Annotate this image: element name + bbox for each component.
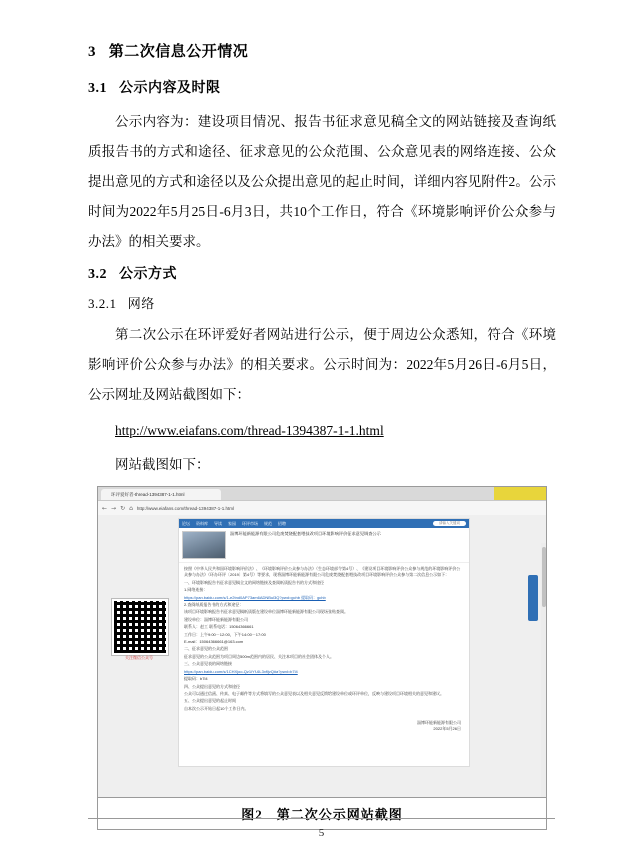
- home-icon[interactable]: ⌂: [129, 504, 133, 512]
- post-body: [179, 563, 469, 716]
- forum-nav-item-0[interactable]: 论坛: [182, 520, 190, 526]
- refresh-icon[interactable]: ↻: [120, 504, 126, 512]
- post-paragraph-0: 按照《中华人民共和国环境影响评价法》、《环境影响评价公众参与办法》（生态环境部令第4号）、《建设项目环境影响评价公众参与规范的环境影响评价公众参与办法》（环办环评〔2019〕第4号）等要求，现将淄博环能新能源有限公司危废焚烧配套喂技改项目环境影响评价公众参与第二次信息公示如下：: [184, 566, 461, 578]
- browser-screenshot: [97, 486, 547, 798]
- section-number: 3: [88, 44, 96, 60]
- post-signature: [179, 716, 469, 732]
- subsubsection-heading-3-2-1: [88, 293, 556, 312]
- figure-caption: 图2 第二次公示网站截图: [97, 798, 547, 830]
- post-paragraph-2: 1.网络连接：: [184, 587, 208, 593]
- qr-caption: 关注微信公众号: [125, 655, 153, 660]
- paragraph-disclosure-content: 公示内容为：建设项目情况、报告书征求意见稿全文的网站链接及查询纸质报告书的方式和途径、征求意见的公众范围、公众意见表的网络连接、公众提出意见的方式和途径以及公众提出意见的起止时间，详细内容见附件2。公示时间为2022年5月25日-6月3日，共10个工作日，符合《环境影响评价公众参与办法》的相关要求。: [88, 114, 556, 249]
- subsection-title: 公示内容及时限: [119, 81, 221, 96]
- browser-urlbar: [98, 501, 546, 516]
- public-url-line: [88, 416, 556, 446]
- toolbar-highlight: [494, 487, 546, 500]
- screenshot-lead-text: 网站截图如下：: [115, 457, 210, 472]
- forum-nav-item-1[interactable]: 资料库: [196, 520, 208, 526]
- post-paragraph-7: 联系人：赵工 联系电话：15064366661: [184, 624, 254, 630]
- floating-sidebar-widget[interactable]: [528, 575, 538, 621]
- post-header: [179, 528, 469, 563]
- subsection-title: 公示方式: [119, 267, 177, 282]
- footer-divider: [88, 818, 555, 819]
- post-paragraph-1: 一、环境影响报告书征求意见稿全文的网络链接及查阅纸质报告书的方式和途径: [184, 579, 324, 585]
- forum-thread-panel: [178, 518, 470, 767]
- forward-arrow-icon[interactable]: →: [111, 504, 117, 512]
- section-heading: [88, 40, 556, 61]
- public-disclosure-link[interactable]: http://www.eiafans.com/thread-1394387-1-1.html: [115, 423, 384, 438]
- browser-tab[interactable]: 环评爱好者-thread-1394387-1-1.html: [101, 489, 221, 500]
- subsubsection-title: 网络: [127, 296, 155, 311]
- forum-nav-item-4[interactable]: 环评市场: [242, 520, 258, 526]
- forum-nav-item-6[interactable]: 招聘: [278, 520, 286, 526]
- subsection-heading-3-2: [88, 263, 556, 283]
- subsection-number: 3.2: [88, 267, 107, 282]
- post-paragraph-9: E-mail：15064366661@163.com: [184, 639, 244, 645]
- forum-nav-item-2[interactable]: 导读: [214, 520, 222, 526]
- page-scrollbar[interactable]: [541, 543, 546, 797]
- post-paragraph-18: 自本次公示开始日起10个工作日内。: [184, 705, 249, 711]
- page-content: [88, 40, 556, 830]
- url-input[interactable]: http://www.eiafans.com/thread-1394387-1-1.html: [136, 505, 234, 511]
- forum-search-input[interactable]: 请输入关键词: [433, 521, 466, 526]
- post-paragraph-8: 工作日：上午9:00－12:00，下午14:00－17:00: [184, 631, 266, 637]
- scrollbar-thumb[interactable]: [542, 547, 546, 607]
- post-paragraph-4: 2.查阅纸质报告书的方式和途径：: [184, 602, 244, 608]
- post-thumbnail-image: [182, 531, 226, 559]
- post-paragraph-5: 该项目环境影响报告书征求意见稿纸质版在建设单位淄博环能新能源有限公司现场张贴查阅。: [184, 609, 348, 615]
- subsubsection-number: 3.2.1: [88, 296, 117, 311]
- post-link-opinion-form[interactable]: https://pan.baidu.com/s/1CHXjoo-Qz1iYf-6L3xfljvQ#a?pwd=b7l4: [184, 668, 298, 674]
- qr-code-image: [112, 599, 168, 655]
- post-paragraph-15: 四、公众提出意见的方式和途径: [184, 683, 240, 689]
- signature-company: 淄博环能新能源有限公司: [417, 720, 461, 726]
- section-title: 第二次信息公开情况: [108, 44, 249, 60]
- post-paragraph-12: 三、公众意见表的网络链接: [184, 661, 232, 667]
- figure-website-screenshot: [88, 486, 556, 830]
- post-paragraph-17: 五、公众提出意见的起止时间: [184, 698, 236, 704]
- post-paragraph-11: 征求意见的公众范围为项目周边500m范围内的居民、关注本项目的社会团体及个人。: [184, 653, 335, 659]
- forum-navbar: [179, 519, 469, 528]
- post-paragraph-14: 提取码：b7l4: [184, 676, 208, 682]
- post-paragraph-6: 建设单位：淄博环能新能源有限公司: [184, 616, 248, 622]
- forum-nav-item-5[interactable]: 规范: [264, 520, 272, 526]
- post-paragraph-16: 公众可以通过信函、传真、电子邮件等方式将填写的公众意见表以及相关意见反馈给建设单位或环评单位，反映与建设项目环境相关的意见和建议。: [184, 690, 444, 696]
- subsection-heading-3-1: [88, 77, 556, 97]
- back-arrow-icon[interactable]: ←: [102, 504, 108, 512]
- paragraph-network-disclosure: 第二次公示在环评爱好者网站进行公示，便于周边公众悉知，符合《环境影响评价公众参与办法》的相关要求。公示时间为：2022年5月26日-6月5日，公示网址及网站截图如下：: [88, 327, 556, 402]
- post-link-report[interactable]: https://pan.baidu.com/s/1-e2tnd0AP73am6ADNBul3Q?pwd=gchb 提取码：gchb: [184, 594, 326, 600]
- browser-tabstrip: [98, 487, 546, 501]
- post-title: 淄博环能新能源有限公司危废焚烧配套喂技改项目环境影响评价征求意见调查公示: [230, 531, 381, 536]
- page-number: 5: [318, 827, 325, 839]
- subsection-number: 3.1: [88, 81, 107, 96]
- post-paragraph-10: 二、征求意见的公众范围: [184, 646, 228, 652]
- page-viewport: [98, 515, 546, 797]
- forum-nav-item-3[interactable]: 家园: [228, 520, 236, 526]
- signature-date: 2022年5月26日: [433, 726, 461, 732]
